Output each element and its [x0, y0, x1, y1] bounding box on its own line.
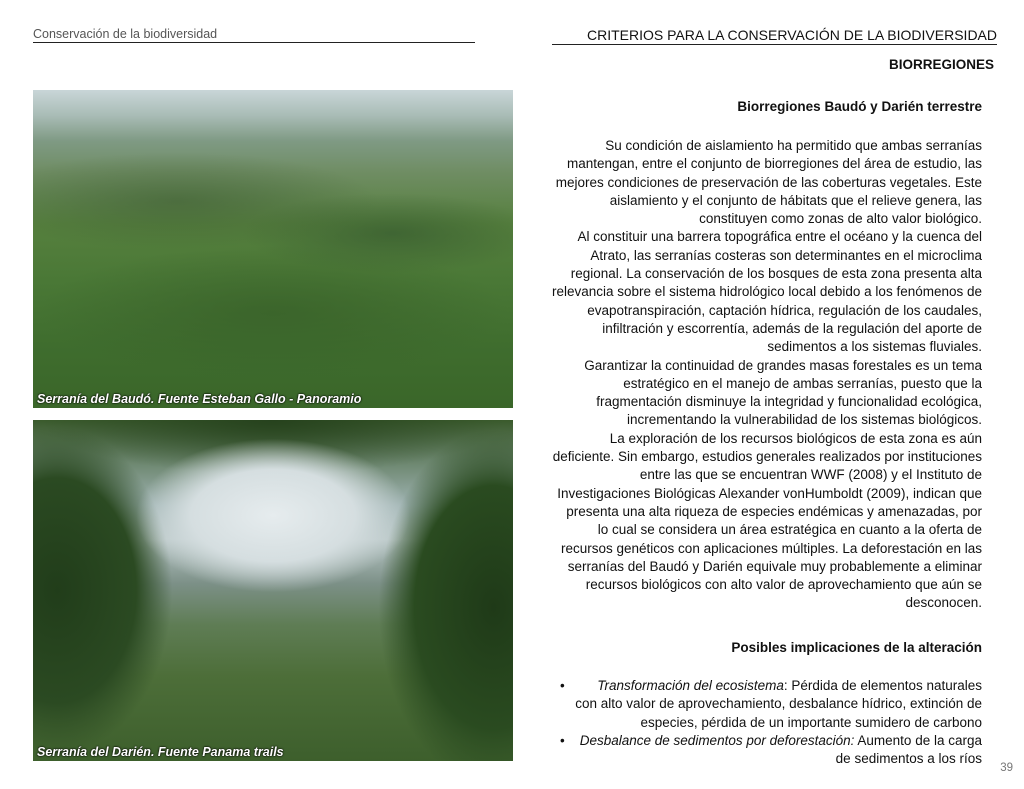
- bullet-term: Transformación del ecosistema: [597, 678, 784, 693]
- article-body: [552, 137, 982, 613]
- photo-caption: Serranía del Baudó. Fuente Esteban Gallo - Panoramio: [37, 392, 362, 406]
- implications-list: [552, 677, 982, 768]
- paragraph: Garantizar la continuidad de grandes masas forestales es un tema estratégico en el manejo de ambas serranías, puesto que la fragmentación disminuye la integridad y funcionalidad ecológica, incrementando la vulnerabilidad de los sistemas biológicos.: [584, 357, 982, 428]
- section-title: BIORREGIONES: [888, 57, 994, 72]
- paragraph: Su condición de aislamiento ha permitido que ambas serranías mantengan, entre el conjunto de biorregiones del área de estudio, las mejores condiciones de preservación de las coberturas vegetales. Este aislamiento y el conjunto de hábitats que el relieve genera, las constituyen como zonas de alto valor biológico.: [555, 138, 982, 227]
- list-item: [552, 732, 982, 769]
- bullet-term: Desbalance de sedimentos por deforestación:: [579, 732, 855, 748]
- paragraph: Al constituir una barrera topográfica entre el océano y la cuenca del Atrato, las serranías costeras son determinantes en el microclima regional. La conservación de los bosques de esta zona presenta alta relevancia sobre el sistema hidrológico local debido a los fenómenos de evapotranspiración, captación hídrica, regulación de los caudales, infiltración y escorrentía, además de la regulación del aporte de sedimentos a los sistemas fluviales.: [552, 229, 983, 355]
- photo-serrania-darien: [33, 420, 513, 761]
- paragraph: La exploración de los recursos biológicos de esta zona es aún deficiente. Sin embargo, estudios generales realizados por instituciones entre las que se encuentran WWF (2008) y el Instituto de Investigaciones Biológicas Alexander vonHumboldt (2009), indican que presenta una alta riqueza de especies endémicas y amenazadas, por lo cual se considera un área estratégica en cuanto a la oferta de recursos genéticos con aplicaciones múltiples. La deforestación en las serranías del Baudó y Darién equivale muy probablemente a eliminar recursos biológicos con alto valor de aprovechamiento que aún se desconocen.: [552, 430, 982, 611]
- bullet-sep: :: [783, 678, 788, 693]
- bullet-text: Pérdida de elementos naturales con alto valor de aprovechamiento, desbalance hídrico, extinción de especies, pérdida de un importante sumidero de carbono: [575, 678, 982, 730]
- running-header-left: Conservación de la biodiversidad: [33, 27, 475, 43]
- implications-subhead: Posibles implicaciones de la alteración: [731, 640, 982, 655]
- bullet-marker: •: [560, 732, 565, 748]
- bullet-text: Aumento de la carga de sedimentos a los ríos: [835, 732, 982, 767]
- list-item: [552, 677, 982, 732]
- photo-serrania-baudo: [33, 90, 513, 408]
- article-subhead: Biorregiones Baudó y Darién terrestre: [737, 99, 982, 114]
- running-header-right: CRITERIOS PARA LA CONSERVACIÓN DE LA BIODIVERSIDAD: [552, 27, 997, 45]
- bullet-marker: •: [560, 678, 565, 693]
- photo-caption: Serranía del Darién. Fuente Panama trails: [37, 745, 284, 759]
- page-number: 39: [1000, 762, 1013, 774]
